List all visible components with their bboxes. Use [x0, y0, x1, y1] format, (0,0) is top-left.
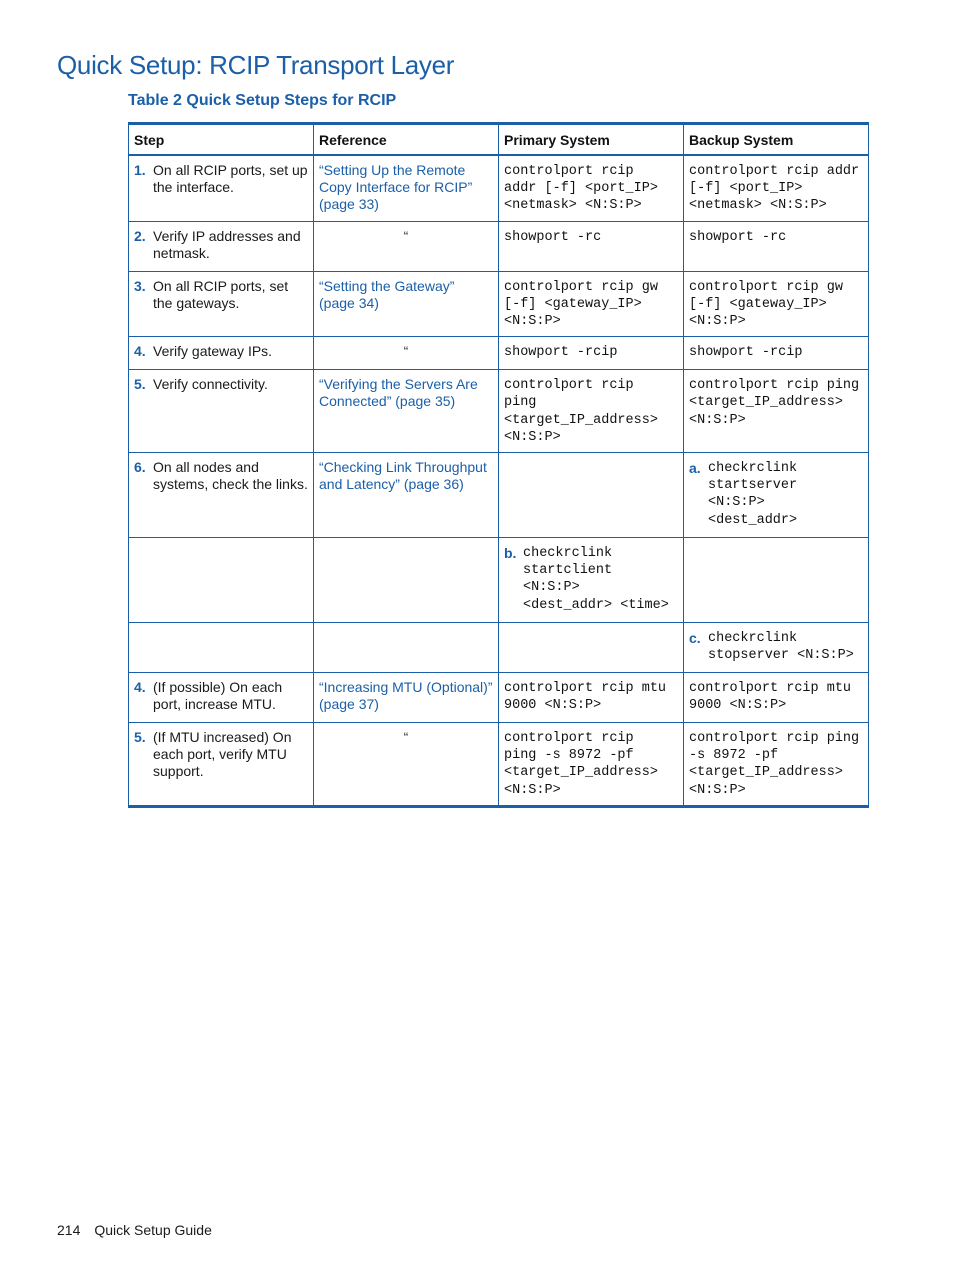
header-primary-system: Primary System: [499, 124, 684, 156]
step-cell: [129, 337, 314, 370]
backup-command: controlport rcip ping <target_IP_address> <N:S:P>: [689, 378, 860, 428]
step-text: (If possible) On each port, increase MTU.: [153, 679, 283, 713]
primary-command: controlport rcip ping <target_IP_address> <N:S:P>: [504, 378, 658, 445]
backup-cell: [684, 453, 869, 538]
step-text: Verify connectivity.: [153, 376, 268, 393]
primary-command: controlport rcip addr [-f] <port_IP> <netmask> <N:S:P>: [504, 164, 658, 214]
step-number: 6.: [134, 459, 146, 476]
step-cell: [129, 221, 314, 271]
backup-command: controlport rcip gw [-f] <gateway_IP> <N:S:P>: [689, 279, 843, 330]
primary-cell: [499, 623, 684, 673]
table-row: [129, 538, 869, 623]
step-text: Verify gateway IPs.: [153, 343, 273, 360]
substep-letter: c.: [689, 630, 701, 647]
primary-command: checkrclink startclient <N:S:P> <dest_addr> <time>: [523, 546, 669, 613]
primary-cell: [499, 221, 684, 271]
step-cell: [129, 538, 314, 623]
primary-cell: [499, 723, 684, 807]
table-row: [129, 271, 869, 337]
table-row: [129, 337, 869, 370]
header-backup-system: Backup System: [684, 124, 869, 156]
step-number: 1.: [134, 162, 146, 178]
substep-letter: b.: [504, 545, 517, 562]
step-text: (If MTU increased) On each port, verify MTU support.: [153, 729, 292, 780]
step-number: 3.: [134, 277, 146, 294]
reference-link[interactable]: “Setting the Gateway” (page 34): [319, 277, 455, 311]
page-title: Quick Setup: RCIP Transport Layer: [57, 50, 455, 80]
step-cell: [129, 723, 314, 807]
reference-cell: [314, 155, 499, 221]
primary-cell: [499, 538, 684, 623]
header-step: Step: [129, 124, 314, 156]
reference-cell: [314, 623, 499, 673]
step-cell: [129, 155, 314, 221]
backup-command: checkrclink stopserver <N:S:P>: [708, 631, 854, 664]
reference-cell: [314, 453, 499, 538]
page-footer: [57, 1222, 212, 1238]
reference-cell: [314, 370, 499, 453]
reference-cell: [314, 221, 499, 271]
table-row: [129, 155, 869, 221]
backup-command: checkrclink startserver <N:S:P> <dest_addr>: [708, 461, 798, 528]
primary-cell: [499, 155, 684, 221]
step-text: On all RCIP ports, set the gateways.: [153, 277, 289, 311]
table-row: [129, 673, 869, 723]
step-number: 2.: [134, 227, 146, 244]
step-number: 5.: [134, 729, 146, 746]
backup-cell: [684, 271, 869, 337]
step-cell: [129, 673, 314, 723]
backup-command: showport -rcip: [689, 345, 803, 361]
primary-command: [504, 459, 678, 460]
backup-cell: [684, 155, 869, 221]
step-cell: [129, 370, 314, 453]
guide-title: Quick Setup Guide: [94, 1222, 212, 1238]
backup-command: controlport rcip addr [-f] <port_IP> <netmask> <N:S:P>: [689, 164, 860, 214]
backup-cell: [684, 723, 869, 807]
primary-cell: [499, 673, 684, 723]
reference-cell: [314, 337, 499, 370]
table-title: Table 2 Quick Setup Steps for RCIP: [128, 92, 397, 109]
reference-link[interactable]: “Setting Up the Remote Copy Interface for RCIP” (page 33): [319, 162, 473, 212]
backup-cell: [684, 623, 869, 673]
reference-cell: [314, 538, 499, 623]
substep-letter: a.: [689, 460, 701, 477]
step-number: 5.: [134, 376, 146, 393]
reference-link[interactable]: “Increasing MTU (Optional)” (page 37): [319, 679, 493, 713]
step-cell: [129, 453, 314, 538]
step-cell: [129, 623, 314, 673]
page-number: 214: [57, 1222, 81, 1238]
backup-cell: [684, 221, 869, 271]
primary-cell: [499, 453, 684, 538]
backup-command: controlport rcip mtu 9000 <N:S:P>: [689, 681, 852, 714]
backup-cell: [684, 538, 869, 623]
primary-cell: [499, 271, 684, 337]
table-row: [129, 221, 869, 271]
reference-ditto: “: [403, 343, 409, 360]
step-text: Verify IP addresses and netmask.: [153, 227, 301, 261]
backup-cell: [684, 337, 869, 370]
reference-ditto: “: [403, 729, 409, 746]
primary-command: showport -rcip: [504, 345, 618, 361]
reference-ditto: “: [403, 227, 409, 244]
reference-link[interactable]: “Verifying the Servers Are Connected” (page 35): [319, 376, 478, 410]
reference-cell: [314, 673, 499, 723]
table-header-row: [129, 124, 869, 156]
primary-command: controlport rcip mtu 9000 <N:S:P>: [504, 681, 667, 714]
quick-setup-steps-table: [128, 122, 869, 808]
primary-command: controlport rcip gw [-f] <gateway_IP> <N:S:P>: [504, 279, 658, 330]
table-row: [129, 723, 869, 807]
primary-command: showport -rc: [504, 229, 602, 245]
primary-cell: [499, 370, 684, 453]
step-text: On all RCIP ports, set up the interface.: [153, 162, 308, 195]
primary-command: controlport rcip ping -s 8972 -pf <target_IP_address> <N:S:P>: [504, 731, 658, 798]
step-cell: [129, 271, 314, 337]
step-number: 4.: [134, 679, 146, 696]
header-reference: Reference: [314, 124, 499, 156]
backup-command: controlport rcip ping -s 8972 -pf <target_IP_address> <N:S:P>: [689, 731, 860, 798]
table-row: [129, 370, 869, 453]
backup-cell: [684, 370, 869, 453]
step-text: On all nodes and systems, check the links.: [153, 459, 308, 493]
reference-cell: [314, 271, 499, 337]
step-number: 4.: [134, 343, 146, 360]
backup-command: showport -rc: [689, 229, 787, 245]
table-row: [129, 453, 869, 538]
reference-link[interactable]: “Checking Link Throughput and Latency” (page 36): [319, 459, 487, 493]
reference-cell: [314, 723, 499, 807]
primary-cell: [499, 337, 684, 370]
table-row: [129, 623, 869, 673]
backup-cell: [684, 673, 869, 723]
